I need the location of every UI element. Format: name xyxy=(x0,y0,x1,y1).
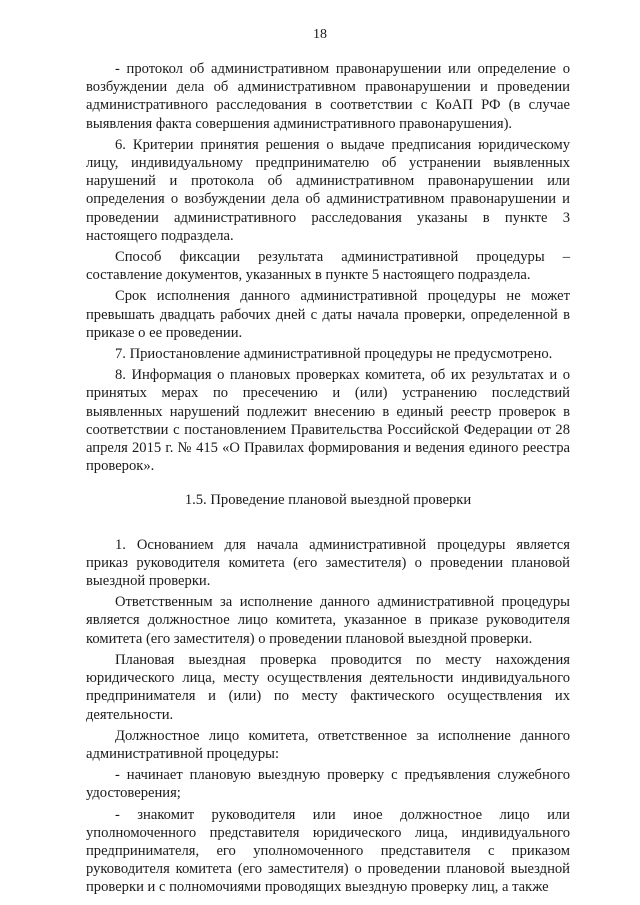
paragraph-protocol: - протокол об административном правонарушении или определение о возбуждении дела об административном правонарушении и проведении административного расследования в соответствии с КоАП РФ (в случае выявления факта совершения административного правонарушения). xyxy=(86,61,570,132)
paragraph-deadline: Срок исполнения данного административной процедуры не может превышать двадцать рабочих дней с даты начала проверки, определенной в приказе о ее проведении. xyxy=(86,288,570,341)
paragraph-fixation-method: Способ фиксации результата административной процедуры – составление документов, указанных в пункте 5 настоящего подраздела. xyxy=(86,249,570,284)
section-heading: 1.5. Проведение плановой выездной проверки xyxy=(184,492,472,509)
list-item-id-presentation: - начинает плановую выездную проверку с предъявления служебного удостоверения; xyxy=(86,767,570,802)
paragraph-basis: 1. Основанием для начала административной процедуры является приказ руководителя комитета (его заместителя) о проведении плановой выездной проверки. xyxy=(86,536,570,590)
page-number: 18 xyxy=(313,27,327,42)
paragraph-official-duties: Должностное лицо комитета, ответственное за исполнение данного административной процедуры: xyxy=(86,727,570,762)
paragraph-item-6: 6. Критерии принятия решения о выдаче предписания юридическому лицу, индивидуальному предпринимателю об устранении выявленных нарушений и протокола об административном правонарушении или определения о возбуждении дела об административном правонарушении и проведении административного расследования указаны в пункте 3 настоящего подраздела. xyxy=(86,136,570,244)
paragraph-location: Плановая выездная проверка проводится по месту нахождения юридического лица, месту осуществления деятельности индивидуального предпринимателя и (или) по месту фактического осуществления их деятельности. xyxy=(86,651,570,723)
paragraph-item-7: 7. Приостановление административной процедуры не предусмотрено. xyxy=(115,346,553,363)
list-item-acquaint: - знакомит руководителя или иное должностное лицо или уполномоченного представителя юридического лица, индивидуального предпринимателя, его уполномоченного представителя с приказом руководителя комитета (его заместителя) о проведении плановой выездной проверки и с полномочиями проводящих выездную проверку лиц, а также xyxy=(86,806,570,896)
paragraph-responsible: Ответственным за исполнение данного административной процедуры является должностное лицо комитета, указанное в приказе руководителя комитета (его заместителя) о проведении плановой выездной проверки. xyxy=(86,594,570,647)
paragraph-item-8: 8. Информация о плановых проверках комитета, об их результатах и о принятых мерах по пресечению и (или) устранению последствий выявленных нарушений подлежит внесению в единый реестр проверок в соответствии с постановлением Правительства Российской Федерации от 28 апреля 2015 г. № 415 «О Правилах формирования и ведения единого реестра проверок». xyxy=(86,367,570,475)
document-body xyxy=(86,60,570,897)
